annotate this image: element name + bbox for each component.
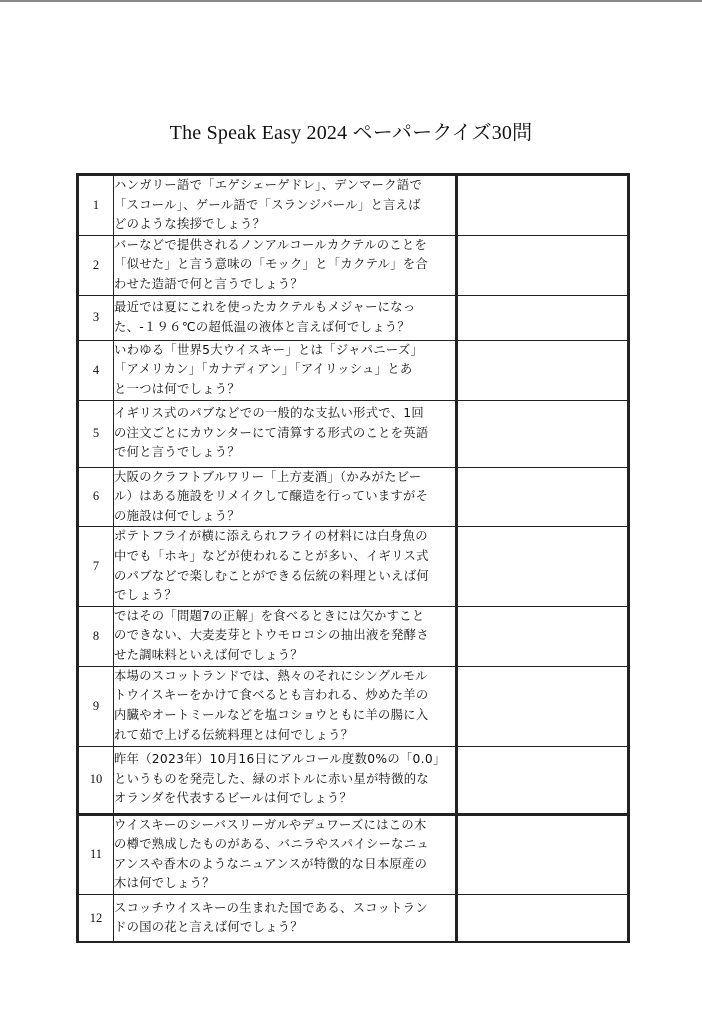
page-title: The Speak Easy 2024 ペーパークイズ30問 — [169, 122, 533, 144]
question-row — [78, 894, 629, 942]
question-number: 1 — [78, 175, 114, 236]
question-number: 6 — [78, 467, 114, 527]
answer-cell[interactable] — [457, 235, 629, 295]
question-text: いわゆる「世界5大ウイスキー」とは「ジャパニーズ」 「アメリカン」「カナディアン」「アイリッシュ」とあ と一つは何でしょう？ — [114, 340, 457, 400]
question-text: 昨年（2023年）10月16日にアルコール度数0%の「0.0」 というものを発売した、緑のボトルに赤い星が特徴的な オランダを代表するビールは何でしょう？ — [114, 746, 457, 814]
answer-cell[interactable] — [457, 666, 629, 746]
question-row — [78, 400, 629, 467]
question-number: 9 — [78, 666, 114, 746]
question-row — [78, 527, 629, 606]
question-row — [78, 235, 629, 295]
question-number: 5 — [78, 400, 114, 467]
question-row — [78, 666, 629, 746]
question-text: スコッチウイスキーの生まれた国である、スコットラン ドの国の花と言えば何でしょう？ — [114, 894, 457, 942]
answer-cell[interactable] — [457, 175, 629, 236]
question-row — [78, 175, 629, 236]
question-text: イギリス式のパブなどでの一般的な支払い形式で、1回 の注文ごとにカウンターにて清算する形式のことを英語 で何と言うでしょう？ — [114, 400, 457, 467]
answer-cell[interactable] — [457, 467, 629, 527]
question-text: 本場のスコットランドでは、熱々のそれにシングルモル トウイスキーをかけて食べるとも言われる、炒めた羊の 内臓やオートミールなどを塩コショウともに羊の腸に入 れて茹で上げる伝統料理とは何でしょう？ — [114, 666, 457, 746]
question-number: 3 — [78, 295, 114, 340]
question-row — [78, 606, 629, 666]
question-number: 8 — [78, 606, 114, 666]
answer-cell[interactable] — [457, 295, 629, 340]
question-row — [78, 467, 629, 527]
answer-cell[interactable] — [457, 814, 629, 894]
question-number: 2 — [78, 235, 114, 295]
question-number: 10 — [78, 746, 114, 814]
answer-cell[interactable] — [457, 400, 629, 467]
answer-cell[interactable] — [457, 606, 629, 666]
question-text: 最近では夏にこれを使ったカクテルもメジャーになっ た、-１９６℃の超低温の液体と言えば何でしょう？ — [114, 295, 457, 340]
quiz-table — [76, 173, 630, 943]
question-row — [78, 295, 629, 340]
question-row — [78, 340, 629, 400]
question-text: ではその「問題7の正解」を食べるときには欠かすこと のできない、大麦麦芽とトウモロコシの抽出液を発酵さ せた調味料といえば何でしょう？ — [114, 606, 457, 666]
question-text: ウイスキーのシーバスリーガルやデュワーズにはこの木 の樽で熟成したものがある、バニラやスパイシーなニュ アンスや香木のようなニュアンスが特徴的な日本原産の 木は何でしょう？ — [114, 814, 457, 894]
question-number: 7 — [78, 527, 114, 606]
question-text: バーなどで提供されるノンアルコールカクテルのことを 「似せた」と言う意味の「モック」と「カクテル」を合 わせた造語で何と言うでしょう？ — [114, 235, 457, 295]
question-row — [78, 814, 629, 894]
question-text: ポテトフライが横に添えられフライの材料には白身魚の 中でも「ホキ」などが使われることが多い、イギリス式 のパブなどで楽しむことができる伝統の料理といえば何 でしょう？ — [114, 527, 457, 606]
answer-cell[interactable] — [457, 340, 629, 400]
question-row — [78, 746, 629, 814]
question-text: ハンガリー語で「エゲシェーゲドレ」、デンマーク語で 「スコール」、ゲール語で「スランジバール」と言えば どのような挨拶でしょう？ — [114, 175, 457, 236]
question-number: 11 — [78, 814, 114, 894]
question-text: 大阪のクラフトブルワリー「上方麦酒」（かみがたビー ル）はある施設をリメイクして醸造を行っていますがそ の施設は何でしょう？ — [114, 467, 457, 527]
question-number: 12 — [78, 894, 114, 942]
question-number: 4 — [78, 340, 114, 400]
answer-cell[interactable] — [457, 527, 629, 606]
answer-cell[interactable] — [457, 894, 629, 942]
answer-cell[interactable] — [457, 746, 629, 814]
top-border-line — [0, 0, 702, 2]
